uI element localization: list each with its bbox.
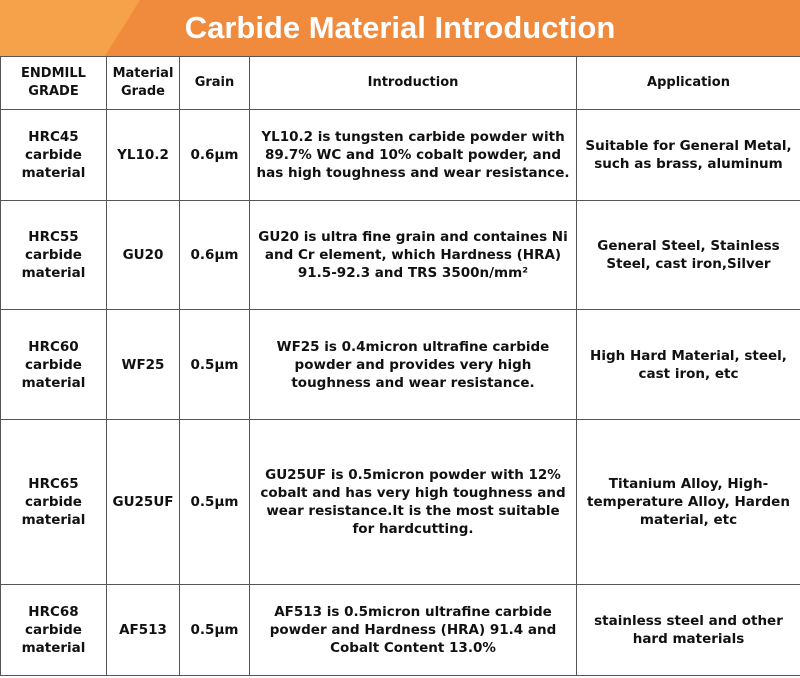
header-material-grade: Material Grade xyxy=(107,57,180,110)
cell-material: AF513 xyxy=(107,585,180,676)
table-row xyxy=(1,310,800,420)
cell-introduction: GU20 is ultra fine grain and containes Ni and Cr element, which Hardness (HRA) 91.5-92.3 and TRS 3500n/mm² xyxy=(250,201,577,310)
cell-grain: 0.6μm xyxy=(180,201,250,310)
cell-application: stainless steel and other hard materials xyxy=(577,585,800,676)
cell-grain: 0.5μm xyxy=(180,420,250,585)
cell-grain: 0.5μm xyxy=(180,310,250,420)
cell-application: General Steel, Stainless Steel, cast iron,Silver xyxy=(577,201,800,310)
table-row xyxy=(1,110,800,201)
cell-introduction: AF513 is 0.5micron ultrafine carbide powder and Hardness (HRA) 91.4 and Cobalt Content 13.0% xyxy=(250,585,577,676)
cell-grade: HRC45 carbide material xyxy=(1,110,107,201)
cell-material: WF25 xyxy=(107,310,180,420)
header-row xyxy=(1,57,800,110)
cell-grade: HRC55 carbide material xyxy=(1,201,107,310)
page-title: Carbide Material Introduction xyxy=(184,10,616,45)
cell-grade: HRC60 carbide material xyxy=(1,310,107,420)
cell-material: GU20 xyxy=(107,201,180,310)
cell-introduction: GU25UF is 0.5micron powder with 12% cobalt and has very high toughness and wear resistance.It is the most suitable for hardcutting. xyxy=(250,420,577,585)
cell-introduction: WF25 is 0.4micron ultrafine carbide powder and provides very high toughness and wear resistance. xyxy=(250,310,577,420)
cell-application: Titanium Alloy, High-temperature Alloy, Harden material, etc xyxy=(577,420,800,585)
cell-grain: 0.6μm xyxy=(180,110,250,201)
table-row xyxy=(1,420,800,585)
cell-application: Suitable for General Metal, such as brass, aluminum xyxy=(577,110,800,201)
table-row xyxy=(1,201,800,310)
cell-grain: 0.5μm xyxy=(180,585,250,676)
cell-introduction: YL10.2 is tungsten carbide powder with 89.7% WC and 10% cobalt powder, and has high toughness and wear resistance. xyxy=(250,110,577,201)
cell-grade: HRC68 carbide material xyxy=(1,585,107,676)
header-grain: Grain xyxy=(180,57,250,110)
header-introduction: Introduction xyxy=(250,57,577,110)
header-endmill-grade: ENDMILL GRADE xyxy=(1,57,107,110)
cell-grade: HRC65 carbide material xyxy=(1,420,107,585)
cell-application: High Hard Material, steel, cast iron, etc xyxy=(577,310,800,420)
material-table xyxy=(0,56,800,676)
cell-material: YL10.2 xyxy=(107,110,180,201)
table-row xyxy=(1,585,800,676)
header-application: Application xyxy=(577,57,800,110)
title-banner xyxy=(0,0,800,56)
cell-material: GU25UF xyxy=(107,420,180,585)
